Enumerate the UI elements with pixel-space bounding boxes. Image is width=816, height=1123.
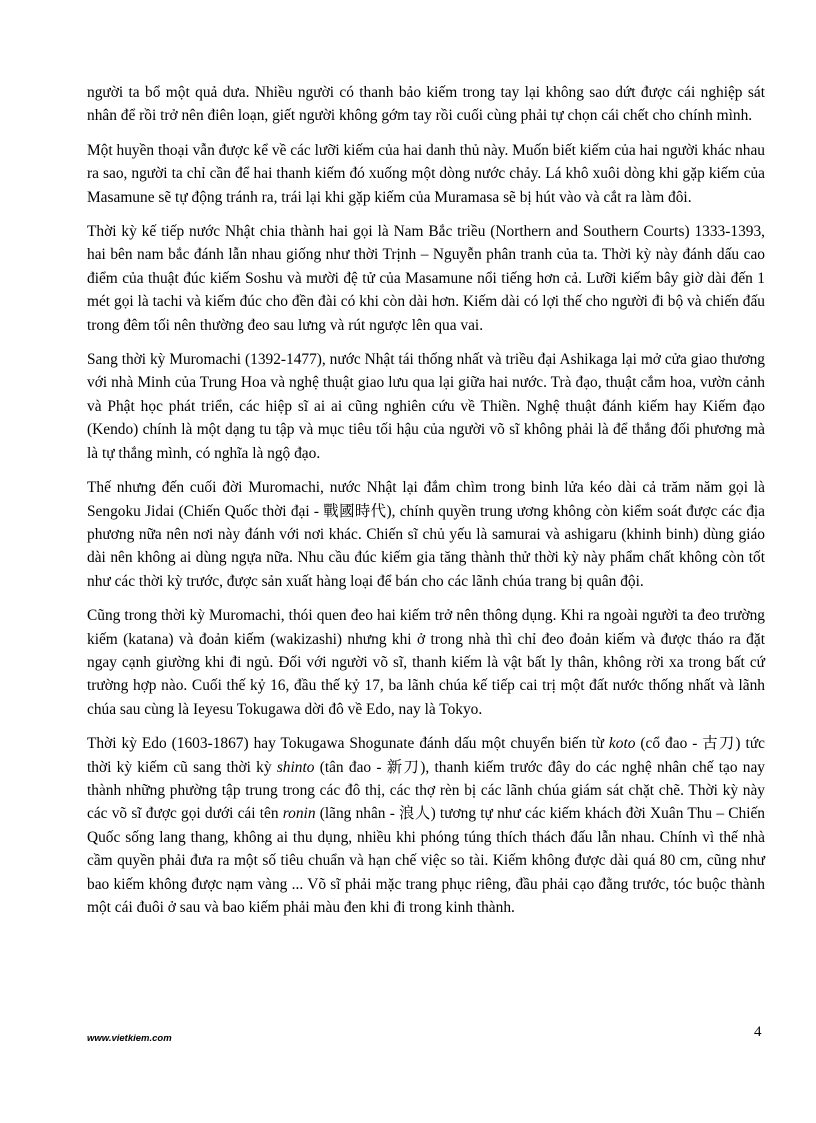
text-segment: Thời kỳ kế tiếp nước Nhật chia thành hai gọi là Nam Bắc triều (Northern and Southern Courts) 1333-1393, hai bên nam bắc đánh lẫn nhau giống như thời Trịnh – Nguyễn phân tranh của ta. Thời kỳ này đánh dấu cao điểm của thuật đúc kiếm Soshu và mười đệ tử của Masamune nổi tiếng hơn cả. Lưỡi kiếm bây giờ dài đến 1 mét gọi là tachi và kiếm đúc cho đền đài có khi còn dài hơn. Kiếm dài có lợi thế cho người đi bộ và chiến đấu trong đêm tối nên thường đeo sau lưng và rút ngược lên qua vai. (87, 223, 765, 334)
paragraph (87, 81, 765, 128)
page-number: 4 (754, 1024, 762, 1040)
footer-url: www.vietkiem.com (87, 1033, 172, 1044)
italic-term: koto (608, 735, 636, 753)
paragraph (87, 476, 765, 593)
text-segment: Cũng trong thời kỳ Muromachi, thói quen đeo hai kiếm trở nên thông dụng. Khi ra ngoài người ta đeo trường kiếm (katana) và đoản kiếm (wakizashi) nhưng khi ở trong nhà thì chỉ đeo đoản kiếm và được tháo ra đặt ngay cạnh giường khi đi ngủ. Đối với người võ sĩ, thanh kiếm là vật bất ly thân, không rời xa trong bất cứ trường hợp nào. Cuối thế kỷ 16, đầu thế kỷ 17, ba lãnh chúa kế tiếp cai trị một đất nước thống nhất và lãnh chúa sau cùng là Ieyesu Tokugawa dời đô về Edo, nay là Tokyo. (87, 607, 765, 718)
text-segment: Một huyền thoại vẫn được kể về các lưỡi kiếm của hai danh thủ này. Muốn biết kiếm của hai người khác nhau ra sao, người ta chỉ cần để hai thanh kiếm đó xuống một dòng nước chảy. Lá khô xuôi dòng khi gặp kiếm của Masamune sẽ tự động tránh ra, trái lại khi gặp kiếm của Muramasa sẽ bị hút vào và cắt ra làm đôi. (87, 141, 765, 206)
paragraph (87, 139, 765, 209)
italic-term: ronin (282, 805, 316, 823)
paragraph (87, 732, 765, 919)
text-segment: Thời kỳ Edo (1603-1867) hay Tokugawa Shogunate đánh dấu một chuyển biến từ (87, 735, 609, 753)
text-segment: Sang thời kỳ Muromachi (1392-1477), nước Nhật tái thống nhất và triều đại Ashikaga lại mở cửa giao thương với nhà Minh của Trung Hoa và nghệ thuật giao lưu qua lại giữa hai nước. Trà đạo, thuật cắm hoa, vườn cảnh và Phật học phát triển, các hiệp sĩ ai ai cũng nghiên cứu về Thiền. Nghệ thuật đánh kiếm hay Kiếm đạo (Kendo) chính là một dạng tu tập và mục tiêu tối hậu của người võ sĩ không phải là để thắng đối phương mà là tự thắng mình, có nghĩa là ngộ đạo. (87, 351, 765, 462)
body-text (87, 81, 765, 930)
paragraph (87, 220, 765, 337)
paragraph (87, 604, 765, 721)
text-segment: (cổ đao - 古刀) tức thời kỳ kiếm cũ sang thời kỳ (87, 735, 765, 776)
text-segment: Thế nhưng đến cuối đời Muromachi, nước Nhật lại đắm chìm trong binh lửa kéo dài cả trăm năm gọi là Sengoku Jidai (Chiến Quốc thời đại - 戰國時代), chính quyền trung ương không còn kiểm soát được các địa phương nữa nên nơi này đánh với nơi khác. Chiến sĩ chủ yếu là samurai và ashigaru (khinh binh) dùng giáo dài nên không ai dùng ngựa nữa. Nhu cầu đúc kiếm gia tăng thành thử thời kỳ này phẩm chất không còn tốt như các thời kỳ trước, được sản xuất hàng loại để bán cho các lãnh chúa trang bị quân đội. (87, 479, 765, 590)
text-segment: (tân đao - 新刀), thanh kiếm trước đây do các nghệ nhân chế tạo nay thành những phường tập trung trong các đô thị, các thợ rèn bị các lãnh chúa giám sát chặt chẽ. Thời kỳ này các võ sĩ được gọi dưới cái tên (87, 758, 766, 823)
paragraph (87, 348, 765, 465)
text-segment: (lãng nhân - 浪人) tương tự như các kiếm khách đời Xuân Thu – Chiến Quốc sống lang thang, không ai thu dụng, nhiều khi phóng túng thích thách đấu lẫn nhau. Chính vì thế nhà cầm quyền phải đưa ra một số tiêu chuẩn và hạn chế việc so tài. Kiếm không được dài quá 80 cm, cũng như bao kiếm không được nạm vàng ... Võ sĩ phải mặc trang phục riêng, đầu phải cạo đằng trước, tóc buộc thành một cái đuôi ở sau và bao kiếm phải màu đen khi đi trong kinh thành. (87, 805, 766, 916)
text-segment: người ta bổ một quả dưa. Nhiều người có thanh bảo kiếm trong tay lại không sao dứt được cái nghiệp sát nhân để rồi trở nên điên loạn, giết người không gớm tay rồi cuối cùng phải tự chọn cái chết cho chính mình. (87, 84, 765, 125)
italic-term: shinto (276, 758, 315, 776)
